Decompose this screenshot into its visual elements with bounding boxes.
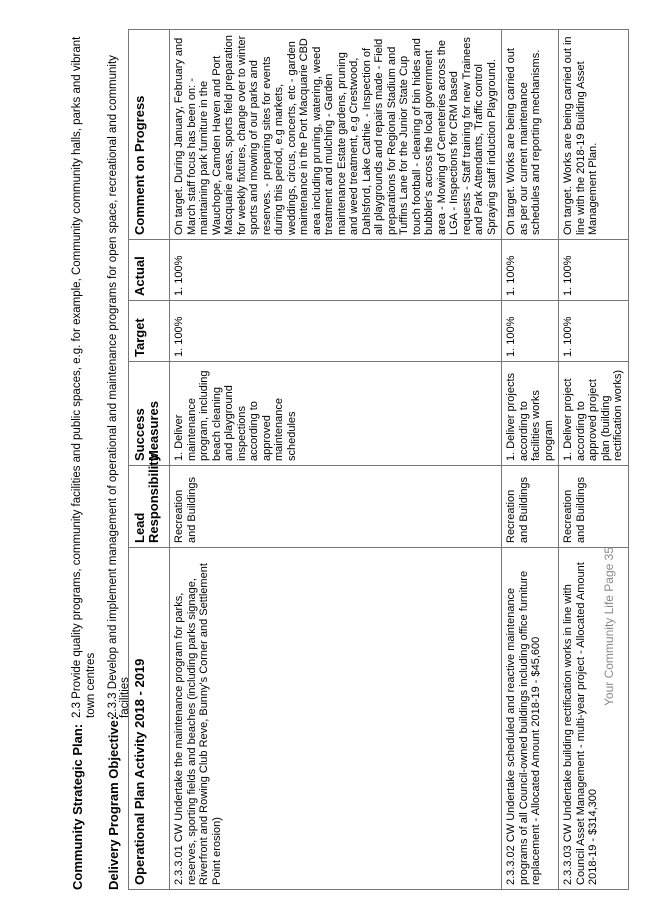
cell-activity: 2.3.3.03 CW Undertake building rectification works in line with Council Asset Management - multi-year project - Allocated Amount 2018-19 - $314,300	[559, 548, 629, 890]
cell-lead: Recreation and Buildings	[502, 466, 559, 548]
csp-label: Community Strategic Plan:	[70, 723, 85, 890]
dpo-value: 2.3.3 Develop and implement management of operational and maintenance programs for open space, recreational and community facilities	[107, 55, 131, 718]
cell-comment: On target. Works are being carried out in line with the 2018-19 Building Asset Management Plan.	[559, 30, 629, 240]
rotated-page	[70, 30, 659, 890]
col-header-measures: Success Measures	[129, 362, 170, 466]
col-header-lead: Lead Responsibility	[129, 466, 170, 548]
cell-comment: On target. Works are being carried out as per our current maintenance schedules and reporting mechanisms.	[502, 30, 559, 240]
table-row	[559, 30, 629, 890]
col-header-activity: Operational Plan Activity 2018 - 2019	[129, 548, 170, 890]
cell-target: 1. 100%	[559, 301, 629, 362]
cell-measure: 1. Deliver project according to approved project plan (building rectification works)	[559, 362, 629, 466]
cell-measure: 1. Deliver projects according to facilities works program	[502, 362, 559, 466]
col-header-target: Target	[129, 301, 170, 362]
table-row	[502, 30, 559, 890]
table-row	[170, 30, 502, 890]
dpo-label: Delivery Program Objective:	[106, 715, 121, 890]
csp-value: 2.3 Provide quality programs, community facilities and public spaces, e.g. for example, Community community halls, parks and vibrant town centres	[71, 36, 97, 718]
cell-activity: 2.3.3.01 CW Undertake the maintenance program for parks, reserves, sporting fields and beaches (including parks signage, Riverfront and Rowing Club Reve, Bunny's Corner and Settlement Point erosion)	[170, 548, 502, 890]
cell-actual: 1. 100%	[170, 240, 502, 301]
cell-actual: 1. 100%	[502, 240, 559, 301]
cell-lead: Recreation and Buildings	[559, 466, 629, 548]
cell-measure: 1. Deliver maintenance program, including beach cleaning and playground inspections according to approved maintenance schedules	[170, 362, 502, 466]
col-header-actual: Actual	[129, 240, 170, 301]
page-footer: Your Community Life Page 35	[602, 547, 616, 706]
cell-activity: 2.3.3.02 CW Undertake scheduled and reactive maintenance programs of all Council-owned buildings including office furniture replacement - Allocated Amount 2018-19 - $45,600	[502, 548, 559, 890]
cell-target: 1. 100%	[502, 301, 559, 362]
cell-target: 1. 100%	[170, 301, 502, 362]
table-header-row	[129, 30, 170, 890]
col-header-comment: Comment on Progress	[129, 30, 170, 240]
cell-actual: 1. 100%	[559, 240, 629, 301]
operational-plan-table	[128, 29, 629, 890]
cell-lead: Recreation and Buildings	[170, 466, 502, 548]
cell-comment: On target. During January, February and March staff focus has been on: - maintaining park furniture in the Wauchope, Camden Haven and Port Macquarie areas, sports field preparation for weekly fixtures, change over to winter sports and mowing of our parks and reserves. - preparing sites for events during this period, e.g markets, weddings, circus, concerts, etc - garden maintenance in the Port Macquarie CBD area including pruning, watering, weed treatment and mulching - Garden maintenance Estate gardens, pruning and weed treatment, e.g Crestwood, Dahlsford, Lake Cathie. - Inspection of all playgrounds and repairs made - Field preparations for Regional Stadium and Tuffins Lane for the Junior State Cup touch football - cleaning of bin hides and bubbler's across the local government area - Mowing of Cemeteries across the LGA - Inspections for CRM based requests - Staff training for new Trainees and Park Attendants, Traffic control Spraying staff induction Playground.	[170, 30, 502, 240]
